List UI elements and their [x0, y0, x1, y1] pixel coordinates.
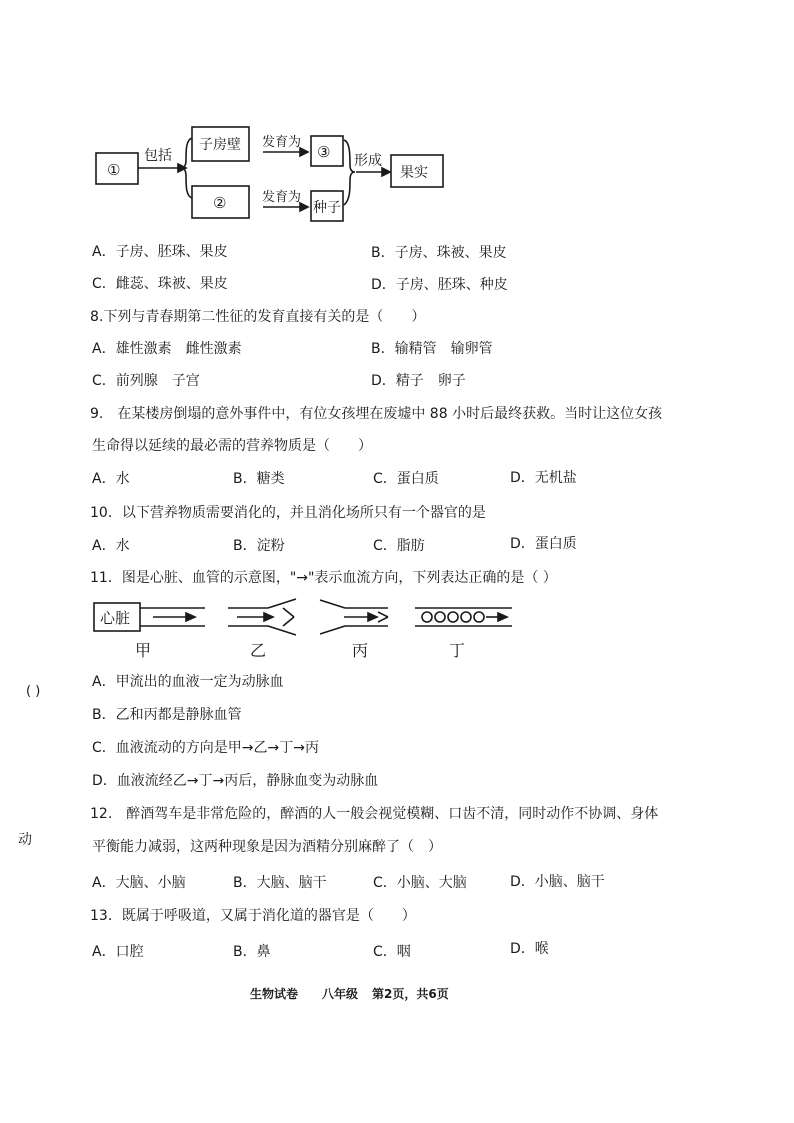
q13-stem: 13．既属于呼吸道，又属于消化道的器官是（ ） [90, 908, 416, 924]
footer-grade: 八年级 [322, 987, 359, 1001]
box1-label: ① [107, 161, 121, 179]
ovary-wall-label: 子房壁 [199, 137, 241, 153]
q12-stem-line2: 平衡能力减弱，这两种现象是因为酒精分别麻醉了（ ） [92, 839, 442, 855]
q11-option-d[interactable]: D．血液流经乙→丁→丙后，静脉血变为动脉血 [92, 773, 379, 789]
q8-option-a[interactable]: A．雄性激素 雌性激素 [92, 341, 242, 357]
q11-stem: 11．图是心脏、血管的示意图，"→"表示血流方向，下列表达正确的是（ ） [90, 570, 557, 586]
q7-option-b[interactable]: B．子房、珠被、果皮 [371, 245, 507, 261]
q13-option-d[interactable]: D．喉 [510, 941, 549, 957]
q9-stem-line1: 9. 在某楼房倒塌的意外事件中，有位女孩埋在废墟中 88 小时后最终获救。当时让这位女孩 [90, 406, 663, 422]
box2-label: ② [213, 194, 227, 212]
q12-option-d[interactable]: D．小脑、脑干 [510, 874, 605, 890]
q9-option-a[interactable]: A．水 [92, 471, 130, 487]
q9-option-d[interactable]: D．无机盐 [510, 470, 577, 486]
heart-label: 心脏 [100, 609, 131, 627]
footer-subject: 生物试卷 [250, 987, 299, 1001]
q9-option-b[interactable]: B．糖类 [233, 471, 285, 487]
vessel-label-ding: 丁 [449, 641, 466, 660]
q7-option-d[interactable]: D．子房、胚珠、种皮 [371, 277, 508, 293]
q10-option-c[interactable]: C．脂肪 [373, 538, 425, 554]
fruit-label: 果实 [400, 165, 428, 181]
q10-option-b[interactable]: B．淀粉 [233, 538, 285, 554]
margin-char: 动 [18, 832, 32, 848]
q12-stem-line1: 12. 醉酒驾车是非常危险的，醉酒的人一般会视觉模糊、口齿不清，同时动作不协调、身体 [90, 806, 659, 822]
q13-option-b[interactable]: B．鼻 [233, 944, 271, 960]
q12-option-c[interactable]: C．小脑、大脑 [373, 875, 467, 891]
box3-label: ③ [317, 143, 331, 161]
seed-label: 种子 [313, 200, 341, 216]
q11-option-a[interactable]: A．甲流出的血液一定为动脉血 [92, 674, 284, 690]
form-label: 形成 [354, 153, 382, 169]
q8-option-c[interactable]: C．前列腺 子宫 [92, 373, 200, 389]
q9-stem-line2: 生命得以延续的最必需的营养物质是（ ） [92, 438, 372, 454]
q10-option-d[interactable]: D．蛋白质 [510, 536, 577, 552]
q13-option-c[interactable]: C．咽 [373, 944, 411, 960]
vessel-label-bing: 丙 [352, 641, 369, 660]
q12-option-a[interactable]: A．大脑、小脑 [92, 875, 186, 891]
q8-option-d[interactable]: D．精子 卵子 [371, 373, 466, 389]
develop-label-2: 发育为 [262, 190, 302, 205]
include-label: 包括 [144, 148, 172, 164]
q11-option-c[interactable]: C．血液流动的方向是甲→乙→丁→丙 [92, 740, 319, 756]
q8-stem: 8.下列与青春期第二性征的发育直接有关的是（ ） [90, 309, 426, 325]
q9-option-c[interactable]: C．蛋白质 [373, 471, 439, 487]
develop-label-1: 发育为 [262, 135, 302, 150]
margin-paren: ( ) [26, 684, 41, 699]
footer-page-number: 第2页，共6页 [372, 987, 449, 1001]
q7-option-c[interactable]: C．雌蕊、珠被、果皮 [92, 276, 228, 292]
q11-option-b[interactable]: B．乙和丙都是静脉血管 [92, 707, 242, 723]
heart-vessel-figure [0, 595, 794, 665]
vessel-label-jia: 甲 [135, 641, 152, 660]
q10-option-a[interactable]: A．水 [92, 538, 130, 554]
fruit-formation-diagram [0, 0, 794, 230]
q12-option-b[interactable]: B．大脑、脑干 [233, 875, 327, 891]
q13-option-a[interactable]: A．口腔 [92, 944, 144, 960]
vessel-label-yi: 乙 [250, 641, 267, 660]
q8-option-b[interactable]: B．输精管 输卵管 [371, 341, 493, 357]
q7-option-a[interactable]: A．子房、胚珠、果皮 [92, 244, 228, 260]
q10-stem: 10．以下营养物质需要消化的，并且消化场所只有一个器官的是 [90, 505, 486, 521]
